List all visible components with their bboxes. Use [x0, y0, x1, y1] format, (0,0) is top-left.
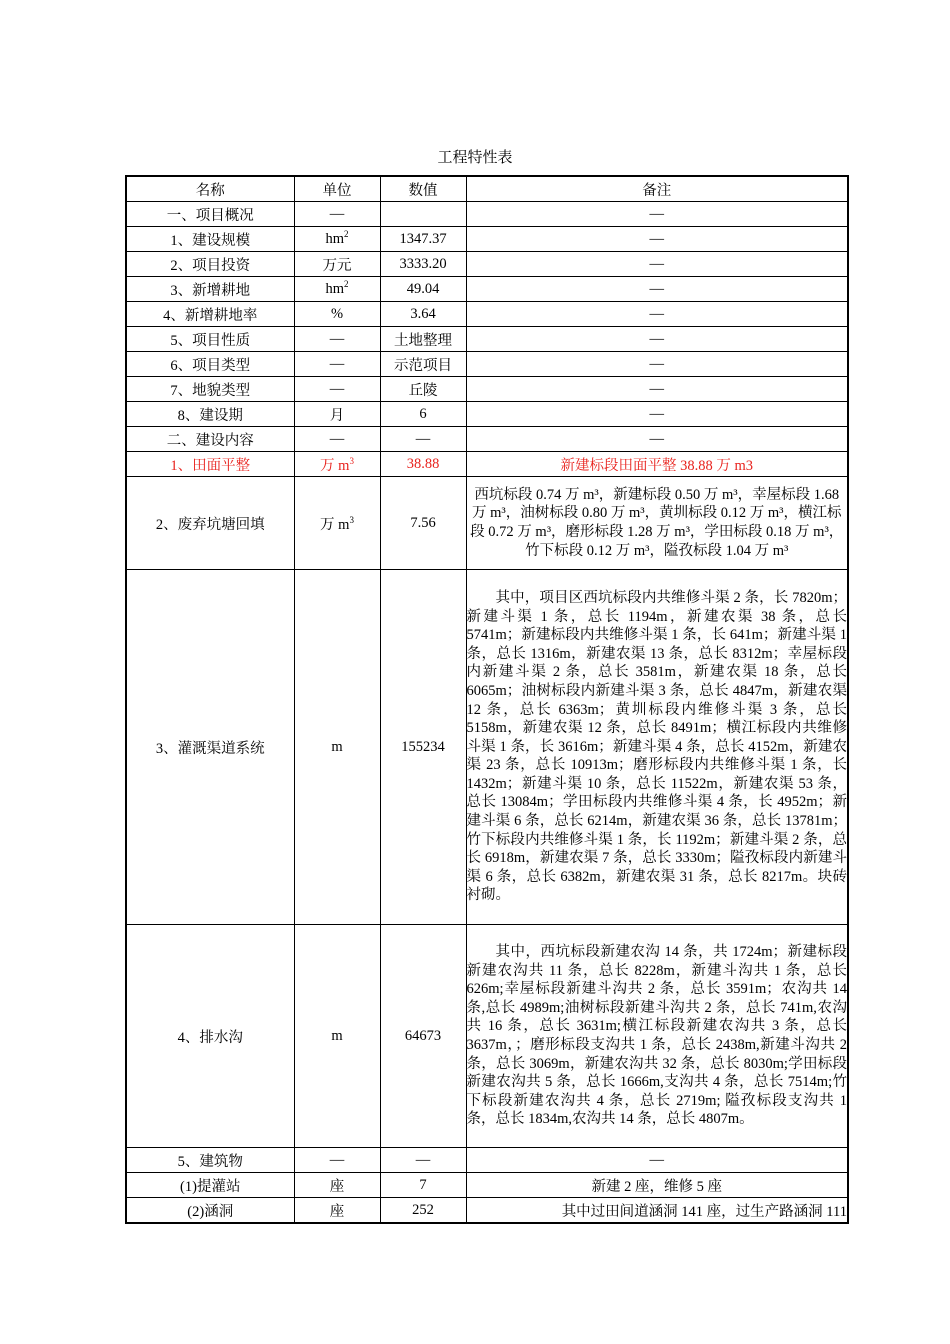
row-unit: — [294, 202, 380, 227]
row-name: 3、灌溉渠道系统 [126, 570, 294, 925]
table-row [126, 327, 848, 352]
unit-superscript: 3 [349, 455, 354, 466]
row-unit: 座 [294, 1198, 380, 1224]
row-value: 土地整理 [380, 327, 466, 352]
row-unit [294, 452, 380, 477]
unit-superscript: 2 [344, 228, 349, 239]
row-note: — [466, 277, 848, 302]
engineering-spec-table [125, 175, 849, 1224]
row-value: 38.88 [380, 452, 466, 477]
row-note: — [466, 327, 848, 352]
row-note: — [466, 377, 848, 402]
row-unit: m [294, 925, 380, 1148]
row-value: 3.64 [380, 302, 466, 327]
row-name: 2、废弃坑塘回填 [126, 477, 294, 570]
table-row [126, 277, 848, 302]
row-note: — [466, 252, 848, 277]
table-row [126, 925, 848, 1148]
row-value: 7.56 [380, 477, 466, 570]
row-note: — [466, 427, 848, 452]
table-row [126, 1148, 848, 1173]
row-note: 其中，项目区西坑标段内共维修斗渠 2 条，长 7820m；新建斗渠 1 条，总长 1194m，新建农渠 38 条，总长 5741m；新建标段内共维修斗渠 1 条，长 641m；新建斗渠 1 条，总长 1316m，新建农渠 13 条，总长 8312m；幸屋标段内新建斗渠 2 条，总长 3581m，新建农渠 18 条，总长 6065m；油树标段内新建斗渠 3 条，总长 4847m，新建农渠 12 条，总长 6363m；黄圳标段内维修斗渠 3 条，总长 5158m，新建农渠 12 条，总长 8491m；横江标段内共维修斗渠 1 条，长 3616m；新建斗渠 4 条，总长 4152m，新建农渠 23 条，总长 10913m；磨形标段内共维修斗渠 1 条，长 1432m；新建斗渠 10 条，总长 11522m，新建农渠 53 条，总长 13084m；学田标段内共维修斗渠 4 条，长 4952m；新建斗渠 6 条，总长 6214m，新建农渠 36 条，总长 13781m；竹下标段内共维修斗渠 1 条，长 1192m；新建斗渠 2 条，总长 6918m，新建农渠 7 条，总长 3330m；隘孜标段内新建斗渠 6 条，总长 6382m，新建农渠 31 条，总长 8217m。块砖衬砌。 [466, 570, 848, 925]
header-unit: 单位 [294, 176, 380, 202]
row-note: 其中过田间道涵洞 141 座，过生产路涵洞 111 [466, 1198, 848, 1224]
row-unit: — [294, 377, 380, 402]
row-unit: m [294, 570, 380, 925]
row-note: — [466, 352, 848, 377]
row-unit: % [294, 302, 380, 327]
table-row [126, 202, 848, 227]
row-note: — [466, 1148, 848, 1173]
row-note: 新建标段田面平整 38.88 万 m3 [466, 452, 848, 477]
row-name: 7、地貌类型 [126, 377, 294, 402]
row-unit: — [294, 327, 380, 352]
row-name: 6、项目类型 [126, 352, 294, 377]
row-name: (2)涵洞 [126, 1198, 294, 1224]
row-name: 1、建设规模 [126, 227, 294, 252]
table-row [126, 227, 848, 252]
row-note: — [466, 202, 848, 227]
row-name: 5、项目性质 [126, 327, 294, 352]
table-row [126, 477, 848, 570]
row-note: 新建 2 座，维修 5 座 [466, 1173, 848, 1198]
row-value: — [380, 1148, 466, 1173]
table-row [126, 402, 848, 427]
unit-text: hm [325, 230, 345, 247]
row-value: 49.04 [380, 277, 466, 302]
row-unit: — [294, 427, 380, 452]
row-unit: — [294, 352, 380, 377]
unit-superscript: 3 [349, 514, 354, 525]
unit-text: 万 m [320, 516, 350, 533]
row-name: (1)提灌站 [126, 1173, 294, 1198]
row-name: 2、项目投资 [126, 252, 294, 277]
row-value: 252 [380, 1198, 466, 1224]
unit-text: hm [325, 280, 345, 297]
header-name: 名称 [126, 176, 294, 202]
page-title: 工程特性表 [437, 150, 513, 166]
row-value: 7 [380, 1173, 466, 1198]
row-name: 8、建设期 [126, 402, 294, 427]
table-row [126, 1198, 848, 1224]
row-name: 4、新增耕地率 [126, 302, 294, 327]
row-unit [294, 477, 380, 570]
row-value: 示范项目 [380, 352, 466, 377]
row-name: 3、新增耕地 [126, 277, 294, 302]
row-value: 3333.20 [380, 252, 466, 277]
row-value: — [380, 427, 466, 452]
table-row [126, 570, 848, 925]
row-note: 西坑标段 0.74 万 m³，新建标段 0.50 万 m³，幸屋标段 1.68 万 m³，油树标段 0.80 万 m³，黄圳标段 0.12 万 m³，横江标段 0.72 万 m³，磨形标段 1.28 万 m³，学田标段 0.18 万 m³，竹下标段 0.12 万 m³，隘孜标段 1.04 万 m³ [466, 477, 848, 570]
row-unit [294, 227, 380, 252]
table-row [126, 352, 848, 377]
row-unit [294, 277, 380, 302]
row-value: 155234 [380, 570, 466, 925]
row-value: 6 [380, 402, 466, 427]
row-note: — [466, 227, 848, 252]
table-row [126, 302, 848, 327]
row-unit: — [294, 1148, 380, 1173]
table-row [126, 427, 848, 452]
row-name: 1、田面平整 [126, 452, 294, 477]
row-name: 一、项目概况 [126, 202, 294, 227]
row-note: — [466, 302, 848, 327]
row-unit: 月 [294, 402, 380, 427]
row-value: 1347.37 [380, 227, 466, 252]
table-row-highlighted [126, 452, 848, 477]
unit-text: 万 m [320, 457, 350, 474]
header-value: 数值 [380, 176, 466, 202]
row-note: 其中，西坑标段新建农沟 14 条，共 1724m；新建标段新建农沟共 11 条，总长 8228m，新建斗沟共 1 条，总长 626m;幸屋标段新建斗沟共 2 条，总长 3591m；农沟共 14 条,总长 4989m;油树标段新建斗沟共 2 条，总长 741m,农沟共 16 条，总长 3631m;横江标段新建农沟共 3 条，总长 3637m，；磨形标段支沟共 1 条，总长 2438m,新建斗沟共 2 条，总长 3069m，新建农沟共 32 条，总长 8030m;学田标段新建农沟共 5 条，总长 1666m,支沟共 4 条，总长 7514m;竹下标段新建农沟共 4 条，总长 2719m; 隘孜标段支沟共 1 条，总长 1834m,农沟共 14 条，总长 4807m。 [466, 925, 848, 1148]
table-header-row [126, 176, 848, 202]
row-value: 丘陵 [380, 377, 466, 402]
row-value [380, 202, 466, 227]
row-value: 64673 [380, 925, 466, 1148]
table-row [126, 377, 848, 402]
header-note: 备注 [466, 176, 848, 202]
row-unit: 座 [294, 1173, 380, 1198]
row-name: 5、建筑物 [126, 1148, 294, 1173]
table-row [126, 252, 848, 277]
row-name: 4、排水沟 [126, 925, 294, 1148]
row-name: 二、建设内容 [126, 427, 294, 452]
row-unit: 万元 [294, 252, 380, 277]
table-row [126, 1173, 848, 1198]
row-note: — [466, 402, 848, 427]
unit-superscript: 2 [344, 278, 349, 289]
